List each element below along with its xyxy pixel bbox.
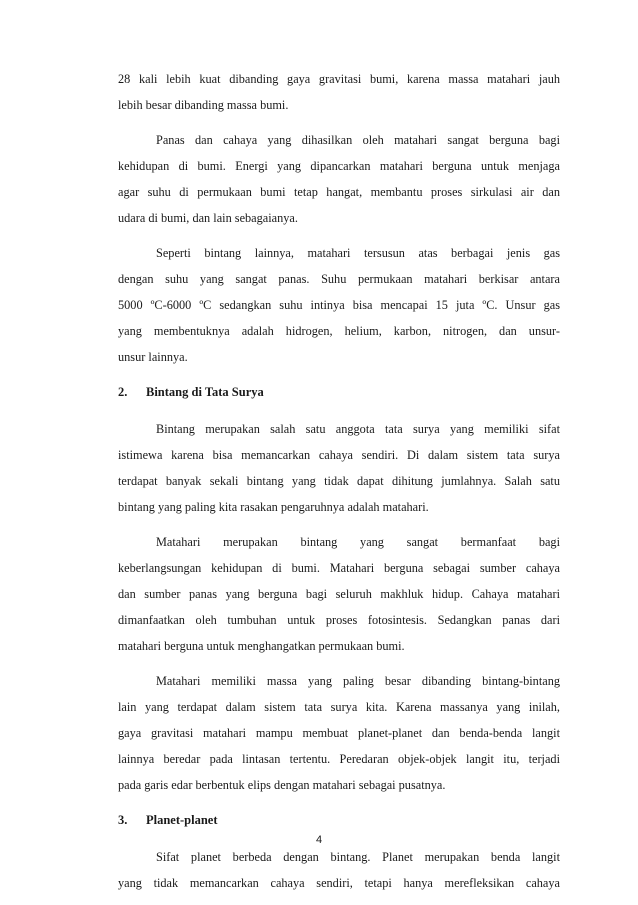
text-line: lebih besar dibanding massa bumi.: [118, 98, 289, 112]
text-line: Seperti bintang lainnya, matahari tersusun atas berbagai jenis gas: [156, 246, 560, 260]
text-line: 5000 ºC-6000 ºC sedangkan suhu intinya bisa mencapai 15 juta ºC. Unsur gas: [118, 298, 560, 312]
paragraph: [118, 240, 560, 370]
text-line: yang membentuknya adalah hidrogen, helium, karbon, nitrogen, dan unsur-: [118, 324, 560, 338]
text-line: kehidupan di bumi. Energi yang dipancarkan matahari berguna untuk menjaga: [118, 159, 560, 173]
text-line: dan sumber panas yang berguna bagi seluruh makhluk hidup. Cahaya matahari: [118, 587, 560, 601]
text-line: lain yang terdapat dalam sistem tata surya kita. Karena massanya yang inilah,: [118, 700, 560, 714]
text-line: unsur lainnya.: [118, 350, 188, 364]
section-heading: [118, 807, 560, 833]
paragraph: [118, 529, 560, 659]
section-heading: [118, 379, 560, 405]
section-title: Bintang di Tata Surya: [146, 385, 264, 399]
text-line: terdapat banyak sekali bintang yang tidak dapat dihitung jumlahnya. Salah satu: [118, 474, 560, 488]
text-line: dengan suhu yang sangat panas. Suhu permukaan matahari berkisar antara: [118, 272, 560, 286]
text-line: Matahari merupakan bintang yang sangat bermanfaat bagi: [156, 535, 560, 549]
text-line: istimewa karena bisa memancarkan cahaya sendiri. Di dalam sistem tata surya: [118, 448, 560, 462]
section-number: 2.: [118, 385, 128, 399]
text-line: Matahari memiliki massa yang paling besar dibanding bintang-bintang: [156, 674, 560, 688]
paragraph: [118, 127, 560, 231]
text-line: udara di bumi, dan lain sebagaianya.: [118, 211, 298, 225]
section-title: Planet-planet: [146, 813, 218, 827]
section-number: 3.: [118, 813, 128, 827]
text-line: yang tidak memancarkan cahaya sendiri, tetapi hanya merefleksikan cahaya: [118, 876, 560, 890]
paragraph: [118, 844, 560, 896]
text-line: 28 kali lebih kuat dibanding gaya gravitasi bumi, karena massa matahari jauh: [118, 72, 560, 86]
page-number: 4: [315, 834, 323, 846]
text-line: matahari berguna untuk menghangatkan permukaan bumi.: [118, 639, 405, 653]
text-line: bintang yang paling kita rasakan pengaruhnya adalah matahari.: [118, 500, 429, 514]
text-line: gaya gravitasi matahari mampu membuat planet-planet dan benda-benda langit: [118, 726, 560, 740]
text-line: dimanfaatkan oleh tumbuhan untuk proses fotosintesis. Sedangkan panas dari: [118, 613, 560, 627]
text-line: keberlangsungan kehidupan di bumi. Matahari berguna sebagai sumber cahaya: [118, 561, 560, 575]
text-line: Bintang merupakan salah satu anggota tata surya yang memiliki sifat: [156, 422, 560, 436]
paragraph: [118, 668, 560, 798]
text-line: lainnya beredar pada lintasan tertentu. Peredaran objek-objek langit itu, terjadi: [118, 752, 560, 766]
text-line: agar suhu di permukaan bumi tetap hangat, membantu proses sirkulasi air dan: [118, 185, 560, 199]
text-line: pada garis edar berbentuk elips dengan matahari sebagai pusatnya.: [118, 778, 446, 792]
paragraph: [118, 66, 560, 118]
text-line: Panas dan cahaya yang dihasilkan oleh matahari sangat berguna bagi: [156, 133, 560, 147]
text-line: Sifat planet berbeda dengan bintang. Planet merupakan benda langit: [156, 850, 560, 864]
paragraph: [118, 416, 560, 520]
page-content: [118, 66, 560, 905]
